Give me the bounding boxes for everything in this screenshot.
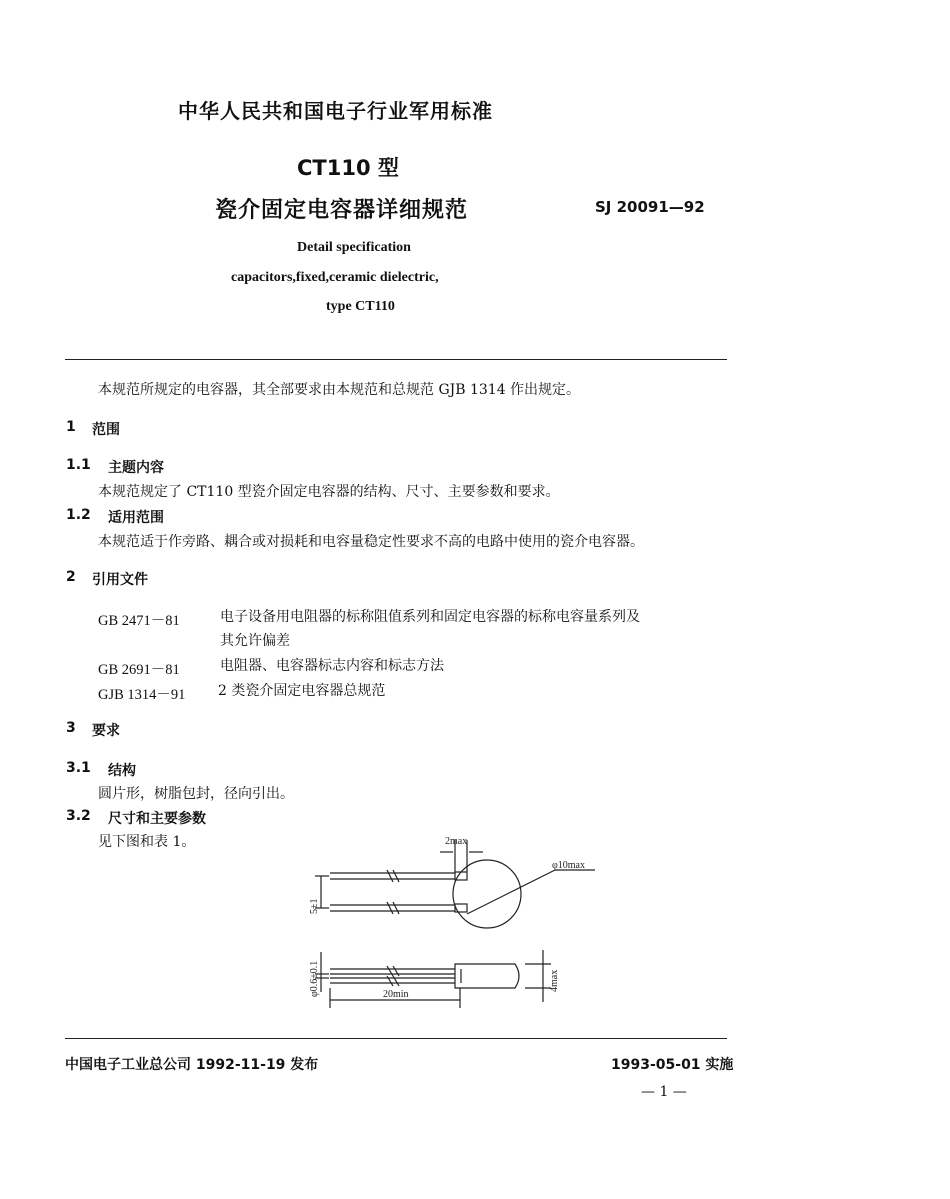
reference-code: GJB 1314－91	[98, 687, 186, 703]
english-title-line-3: type CT110	[326, 299, 395, 314]
reference-title: 电阻器、电容器标志内容和标志方法	[220, 658, 444, 674]
section-3-1-title: 结构	[108, 763, 136, 779]
section-3-number: 3	[66, 720, 76, 736]
reference-code: GB 2691－81	[98, 662, 180, 678]
dim-lead-gap-label: 2max	[445, 836, 468, 847]
standard-category-title: 中华人民共和国电子行业军用标准	[178, 99, 493, 123]
reference-title: 电子设备用电阻器的标称阻值系列和固定电容器的标称电容量系列及	[220, 609, 640, 625]
lead-break-mark-lower	[387, 902, 399, 914]
section-2-number: 2	[66, 569, 76, 585]
header-divider	[65, 359, 727, 360]
dim-lead-length-label: 20min	[383, 989, 409, 1000]
english-title-line-2: capacitors,fixed,ceramic dielectric,	[231, 270, 439, 285]
section-3-2-text: 见下图和表 1。	[98, 834, 196, 850]
intro-paragraph: 本规范所规定的电容器，其全部要求由本规范和总规范 GJB 1314 作出规定。	[98, 382, 581, 398]
document-title: 瓷介固定电容器详细规范	[215, 198, 469, 223]
section-3-1-text: 圆片形，树脂包封，径向引出。	[98, 786, 294, 802]
section-3-2-number: 3.2	[66, 808, 91, 824]
section-1-1-title: 主题内容	[108, 460, 164, 476]
issue-date: 中国电子工业总公司 1992-11-19 发布	[65, 1057, 319, 1073]
capacitor-disc-body	[453, 860, 521, 928]
reference-title-continued: 其允许偏差	[220, 633, 290, 649]
page-number: — 1 —	[641, 1084, 687, 1100]
dim-thickness-label: 4max	[549, 969, 560, 992]
section-3-1-number: 3.1	[66, 760, 91, 776]
dim-spacing-label: 5±1	[309, 898, 320, 914]
reference-title: 2 类瓷介固定电容器总规范	[218, 683, 386, 699]
section-1-2-number: 1.2	[66, 507, 91, 523]
lead-break-mark-upper	[387, 870, 399, 882]
section-3-2-title: 尺寸和主要参数	[108, 811, 206, 827]
section-1-number: 1	[66, 419, 76, 435]
effective-date: 1993-05-01 实施	[611, 1057, 734, 1073]
side-view-body	[455, 964, 519, 988]
standard-number: SJ 20091—92	[595, 198, 705, 216]
section-1-title: 范围	[92, 422, 120, 438]
reference-code: GB 2471－81	[98, 613, 180, 629]
section-2-title: 引用文件	[92, 572, 148, 588]
section-3-title: 要求	[92, 723, 120, 739]
section-1-2-title: 适用范围	[108, 510, 164, 526]
section-1-2-text: 本规范适于作旁路、耦合或对损耗和电容量稳定性要求不高的电路中使用的瓷介电容器。	[98, 534, 644, 550]
section-1-1-text: 本规范规定了 CT110 型瓷介固定电容器的结构、尺寸、主要参数和要求。	[98, 484, 560, 500]
english-title-line-1: Detail specification	[297, 240, 411, 255]
section-1-1-number: 1.1	[66, 457, 91, 473]
product-model: CT110 型	[297, 156, 399, 180]
capacitor-dimension-drawing	[295, 832, 615, 1017]
dim-diameter-label: φ10max	[552, 860, 585, 871]
dim-lead-dia-label: φ0.6±0.1	[309, 960, 320, 997]
footer-divider	[65, 1038, 727, 1039]
